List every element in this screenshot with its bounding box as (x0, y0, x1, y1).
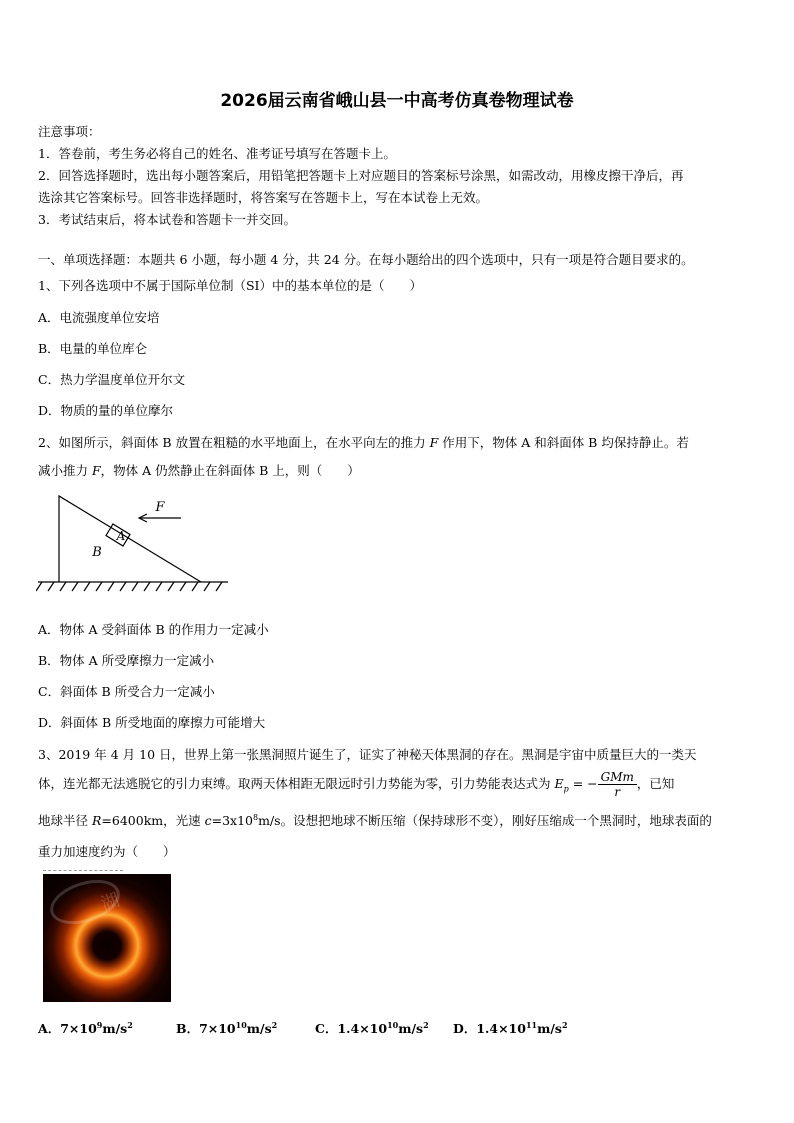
q1-option-a: A．电流强度单位安培 (38, 310, 160, 325)
black-hole-image (43, 874, 171, 1002)
q2-option-a: A．物体 A 受斜面体 B 的作用力一定减小 (38, 622, 269, 637)
notice-heading: 注意事项： (38, 124, 101, 139)
notice-item-2: 2．回答选择题时，选出每小题答案后，用铅笔把答题卡上对应题目的答案标号涂黑，如需改动，用橡皮擦干净后，再 (38, 168, 684, 183)
image-top-rule (43, 870, 123, 871)
q1-option-d: D．物质的量的单位摩尔 (38, 403, 174, 418)
q1-option-c: C．热力学温度单位开尔文 (38, 372, 186, 387)
notice-item-1: 1．答卷前，考生务必将自己的姓名、准考证号填写在答题卡上。 (38, 146, 396, 161)
q3-line4: 重力加速度约为（ ） (38, 844, 176, 859)
q3-option-a: A．$7\times 10^9m/s^2$ (38, 1019, 133, 1036)
q1-stem: 1、下列各选项中不属于国际单位制（SI）中的基本单位的是（ ） (38, 278, 422, 293)
label-f: F (155, 500, 165, 515)
label-b: B (92, 545, 102, 560)
q2-option-c: C．斜面体 B 所受合力一定减小 (38, 684, 215, 699)
q3-line1: 3、2019 年 4 月 10 日，世界上第一张黑洞照片诞生了，证实了神秘天体黑洞的存在。黑洞是宇宙中质量巨大的一类天 (38, 747, 697, 762)
q3-option-c: C．$1.4\times 10^{10}m/s^2$ (315, 1019, 429, 1036)
q2-stem-line2: 减小推力 F，物体 A 仍然静止在斜面体 B 上，则（ ） (38, 463, 360, 478)
q3-line3: 地球半径 R=6400km，光速 $c=3x10^8m/s$。设想把地球不断压缩（保持球形不变），刚好压缩成一个黑洞时，地球表面的 (38, 812, 712, 828)
incline-block-b (59, 496, 201, 582)
ground-hatching (36, 582, 222, 591)
q1-option-b: B．电量的单位库仑 (38, 341, 148, 356)
page-title: 2026届云南省峨山县一中高考仿真卷物理试卷 (220, 91, 574, 111)
q3-line2: 体，连光都无法逃脱它的引力束缚。取两天体相距无限远时引力势能为零，引力势能表达式为 $E_p$ = − $\frac{\text{GMm}}{r}$ ，已知 (38, 770, 675, 799)
formula-fraction: $\frac{\text{GMm}}{r}$ (598, 770, 637, 799)
q3-option-b: B．$7\times 10^{10}m/s^2$ (176, 1019, 278, 1036)
incline-diagram (36, 490, 236, 592)
notice-item-3: 3．考试结束后，将本试卷和答题卡一并交回。 (38, 212, 296, 227)
q2-stem-line1: 2、如图所示，斜面体 B 放置在粗糙的水平地面上，在水平向左的推力 F 作用下，物体 A 和斜面体 B 均保持静止。若 (38, 435, 689, 450)
watermark-text: 湖 (98, 889, 123, 916)
notice-item-2-cont: 选涂其它答案标号。回答非选择题时，将答案写在答题卡上，写在本试卷上无效。 (38, 190, 489, 205)
q3-option-d: D．$1.4\times 10^{11}m/s^2$ (453, 1019, 568, 1036)
section-heading: 一、单项选择题：本题共 6 小题，每小题 4 分，共 24 分。在每小题给出的四个选项中，只有一项是符合题目要求的。 (38, 252, 694, 267)
label-a: A (116, 529, 126, 543)
q2-option-d: D．斜面体 B 所受地面的摩擦力可能增大 (38, 715, 266, 730)
q2-option-b: B．物体 A 所受摩擦力一定减小 (38, 653, 215, 668)
